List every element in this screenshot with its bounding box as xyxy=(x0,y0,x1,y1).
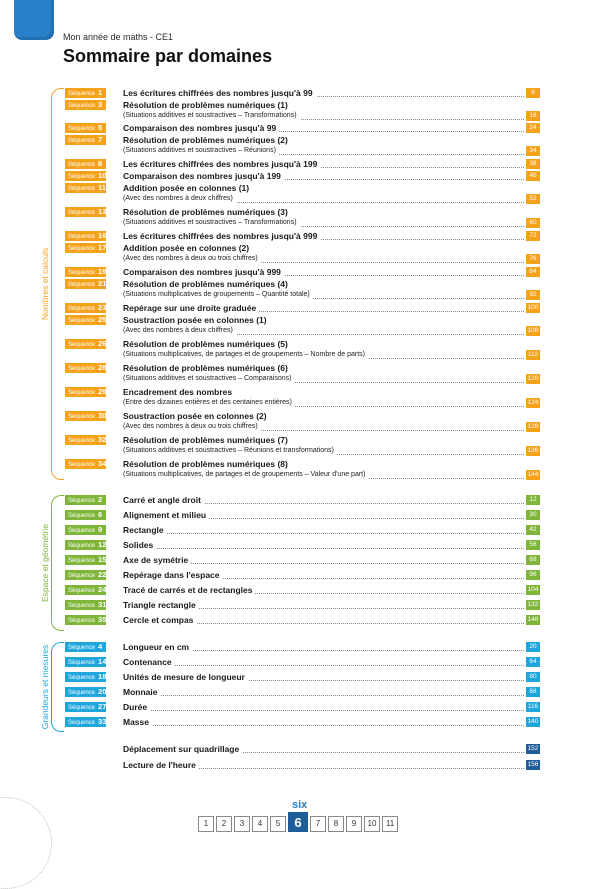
entry-title: Les écritures chiffrées des nombres jusqu'à 999 xyxy=(123,231,320,242)
sequence-label: Séquence xyxy=(68,318,96,324)
page-number-badge: 120 xyxy=(527,375,539,382)
page-button[interactable]: 11 xyxy=(382,816,398,832)
sequence-label: Séquence xyxy=(68,366,96,372)
page-number-badge: 152 xyxy=(527,745,539,752)
sequence-number: 22 xyxy=(98,570,107,579)
sequence-label: Séquence xyxy=(68,573,96,579)
sequence-label: Séquence xyxy=(68,282,96,288)
page-number-badge: 80 xyxy=(526,672,540,682)
sequence-label: Séquence xyxy=(68,618,96,624)
entry-title: Axe de symétrie xyxy=(123,555,191,566)
entry-title: Soustraction posée en colonnes (1) xyxy=(123,315,270,326)
toc-entry[interactable] xyxy=(40,702,540,713)
page-number-badge: 88 xyxy=(526,687,540,697)
toc-entry[interactable] xyxy=(40,123,540,134)
sequence-number: 12 xyxy=(98,540,107,549)
page-number-badge: 156 xyxy=(527,761,539,768)
page-number-badge: 144 xyxy=(527,471,539,478)
page-number-badge: 100 xyxy=(527,304,539,311)
page-button[interactable]: 1 xyxy=(198,816,214,832)
sequence-label: Séquence xyxy=(68,603,96,609)
sequence-label: Séquence xyxy=(68,210,96,216)
sequence-badge xyxy=(65,600,106,610)
page-button[interactable]: 7 xyxy=(310,816,326,832)
page-number-badge: 116 xyxy=(527,703,539,710)
sequence-badge xyxy=(65,100,106,110)
page-button[interactable]: 2 xyxy=(216,816,232,832)
toc-entry[interactable] xyxy=(40,207,540,229)
toc-entry[interactable] xyxy=(40,159,540,170)
entry-title: Résolution de problèmes numériques (6) xyxy=(123,363,291,374)
entry-title: Comparaison des nombres jusqu'à 99 xyxy=(123,123,279,134)
entry-title: Repérage sur une droite graduée xyxy=(123,303,259,314)
sequence-number: 30 xyxy=(98,411,107,420)
sequence-badge xyxy=(65,231,106,241)
toc-entry[interactable] xyxy=(40,555,540,566)
sequence-badge xyxy=(65,540,106,550)
page-number-badge: 52 xyxy=(526,194,540,204)
sequence-label: Séquence xyxy=(68,174,96,180)
entry-title: Résolution de problèmes numériques (5) xyxy=(123,339,291,350)
section-autres xyxy=(40,744,540,772)
sequence-badge xyxy=(65,339,106,349)
section-nombres xyxy=(40,88,540,480)
toc-entry[interactable] xyxy=(40,760,540,771)
sequence-badge xyxy=(65,243,106,253)
sequence-number: 8 xyxy=(98,159,103,168)
entry-title: Résolution de problèmes numériques (2) xyxy=(123,135,291,146)
entry-title: Cercle et compas xyxy=(123,615,196,626)
sequence-number: 29 xyxy=(98,387,107,396)
sequence-badge xyxy=(65,525,106,535)
sequence-badge xyxy=(65,88,106,98)
sequence-badge xyxy=(65,555,106,565)
entry-title: Durée xyxy=(123,702,150,713)
sequence-label: Séquence xyxy=(68,690,96,696)
sequence-label: Séquence xyxy=(68,306,96,312)
toc-entry[interactable] xyxy=(40,315,540,337)
domain-label-text: Grandeurs et mesures xyxy=(40,642,50,733)
sequence-label: Séquence xyxy=(68,162,96,168)
sequence-number: 21 xyxy=(98,279,107,288)
sequence-label: Séquence xyxy=(68,438,96,444)
toc-entry[interactable] xyxy=(40,672,540,683)
entry-title: Déplacement sur quadrillage xyxy=(123,744,242,755)
sequence-number: 7 xyxy=(98,135,103,144)
sequence-number: 5 xyxy=(98,123,103,132)
sequence-number: 2 xyxy=(98,495,103,504)
entry-subtitle: (Situations multiplicatives de groupements – Quantité totale) xyxy=(123,290,313,299)
toc-entry[interactable] xyxy=(40,495,540,506)
section-espace xyxy=(40,495,540,631)
sequence-label: Séquence xyxy=(68,498,96,504)
entry-title: Longueur en cm xyxy=(123,642,192,653)
page-number-badge: 46 xyxy=(526,171,540,181)
page-button[interactable]: 9 xyxy=(346,816,362,832)
page-number-badge: 96 xyxy=(526,570,540,580)
entry-title: Unités de mesure de longueur xyxy=(123,672,248,683)
sequence-label: Séquence xyxy=(68,342,96,348)
entry-subtitle: (Avec des nombres à deux ou trois chiffres) xyxy=(123,254,261,263)
toc-entry[interactable] xyxy=(40,642,540,653)
entry-title: Résolution de problèmes numériques (7) xyxy=(123,435,291,446)
sequence-number: 33 xyxy=(98,717,107,726)
entry-subtitle: (Situations additives et soustractives – Réunions et transformations) xyxy=(123,446,337,455)
sequence-label: Séquence xyxy=(68,720,96,726)
toc-entry[interactable] xyxy=(40,183,540,205)
sequence-label: Séquence xyxy=(68,234,96,240)
sequence-badge xyxy=(65,279,106,289)
toc-entry[interactable] xyxy=(40,540,540,551)
entry-title: Alignement et milieu xyxy=(123,510,209,521)
entry-title: Comparaison des nombres jusqu'à 999 xyxy=(123,267,284,278)
page-number-badge: 132 xyxy=(527,601,539,608)
dot-leader xyxy=(123,725,524,726)
entry-title: Solides xyxy=(123,540,156,551)
entry-subtitle: (Avec des nombres à deux ou trois chiffres) xyxy=(123,422,261,431)
sequence-label: Séquence xyxy=(68,138,96,144)
sequence-label: Séquence xyxy=(68,91,96,97)
sequence-label: Séquence xyxy=(68,645,96,651)
sequence-badge xyxy=(65,135,106,145)
sequence-badge xyxy=(65,570,106,580)
domain-label-text: Espace et géométrie xyxy=(40,521,50,605)
sequence-number: 15 xyxy=(98,555,107,564)
page-button[interactable]: 8 xyxy=(328,816,344,832)
sequence-label: Séquence xyxy=(68,414,96,420)
sequence-badge xyxy=(65,585,106,595)
sequence-label: Séquence xyxy=(68,246,96,252)
toc-entry[interactable] xyxy=(40,435,540,457)
entry-subtitle: (Situations additives et soustractives – Réunions) xyxy=(123,146,279,155)
entry-title: Comparaison des nombres jusqu'à 199 xyxy=(123,171,284,182)
page-number-badge: 42 xyxy=(526,525,540,535)
sequence-number: 27 xyxy=(98,702,107,711)
sequence-badge xyxy=(65,363,106,373)
page-title: Sommaire par domaines xyxy=(63,46,273,66)
sequence-badge xyxy=(65,411,106,421)
entry-title: Lecture de l'heure xyxy=(123,760,199,771)
page-number-badge: 24 xyxy=(526,123,540,133)
sequence-number: 1 xyxy=(98,88,103,97)
sequence-badge xyxy=(65,495,106,505)
toc-entry[interactable] xyxy=(40,585,540,596)
sequence-label: Séquence xyxy=(68,543,96,549)
sequence-label: Séquence xyxy=(68,558,96,564)
sequence-badge xyxy=(65,303,106,313)
toc-entry[interactable] xyxy=(40,88,540,99)
sequence-number: 20 xyxy=(98,687,107,696)
page-number-badge: 104 xyxy=(527,586,539,593)
sequence-badge xyxy=(65,159,106,169)
dot-leader xyxy=(123,548,524,549)
sequence-badge xyxy=(65,207,106,217)
sequence-number: 3 xyxy=(98,100,103,109)
page-number-badge: 124 xyxy=(527,399,539,406)
sequence-badge xyxy=(65,642,106,652)
toc-entry[interactable] xyxy=(40,744,540,755)
page-number-badge: 76 xyxy=(526,254,540,264)
toc-entry[interactable] xyxy=(40,510,540,521)
toc-entry[interactable] xyxy=(40,231,540,242)
entry-title: Addition posée en colonnes (1) xyxy=(123,183,252,194)
domain-label-text: Nombres et calculs xyxy=(40,245,50,323)
page-navigation xyxy=(198,816,398,832)
current-page-button[interactable]: 6 xyxy=(288,812,308,832)
book-title: Mon année de maths - CE1 xyxy=(63,32,174,42)
toc-entry[interactable] xyxy=(40,657,540,668)
toc-entry[interactable] xyxy=(40,387,540,409)
entry-title: Addition posée en colonnes (2) xyxy=(123,243,252,254)
entry-subtitle: (Avec des nombres à deux chiffres) xyxy=(123,326,236,335)
entry-title: Résolution de problèmes numériques (1) xyxy=(123,100,291,111)
toc-entry[interactable] xyxy=(40,459,540,481)
sequence-number: 26 xyxy=(98,339,107,348)
toc-entry[interactable] xyxy=(40,171,540,182)
sequence-number: 11 xyxy=(98,183,106,192)
page-number-badge: 112 xyxy=(527,351,539,358)
toc-entry[interactable] xyxy=(40,267,540,278)
sequence-number: 13 xyxy=(98,207,107,216)
page-number-badge: 148 xyxy=(527,616,539,623)
page-number-badge: 72 xyxy=(526,231,540,241)
page-number-badge: 128 xyxy=(527,423,539,430)
dot-leader xyxy=(123,533,524,534)
corner-tab-decoration xyxy=(14,0,54,40)
page-number-badge: 12 xyxy=(526,495,540,505)
toc-entry[interactable] xyxy=(40,279,540,301)
sequence-label: Séquence xyxy=(68,462,96,468)
entry-title: Résolution de problèmes numériques (4) xyxy=(123,279,291,290)
entry-title: Rectangle xyxy=(123,525,167,536)
page-number-badge: 136 xyxy=(527,447,539,454)
sequence-badge xyxy=(65,510,106,520)
sequence-number: 6 xyxy=(98,510,103,519)
sequence-number: 31 xyxy=(98,600,107,609)
sequence-badge xyxy=(65,459,106,469)
dot-leader xyxy=(123,710,524,711)
page-number-badge: 68 xyxy=(526,555,540,565)
sequence-number: 24 xyxy=(98,585,107,594)
toc-entry[interactable] xyxy=(40,339,540,361)
section-grandeurs xyxy=(40,642,540,732)
sequence-number: 14 xyxy=(98,657,107,666)
page-number-badge: 92 xyxy=(526,290,540,300)
entry-title: Carré et angle droit xyxy=(123,495,204,506)
page-number-badge: 8 xyxy=(526,88,540,98)
sequence-badge xyxy=(65,183,106,193)
entry-title: Résolution de problèmes numériques (3) xyxy=(123,207,291,218)
page-number-badge: 108 xyxy=(527,327,539,334)
dot-leader xyxy=(123,665,524,666)
page-button[interactable]: 10 xyxy=(364,816,380,832)
entry-subtitle: (Situations multiplicatives, de partages et de groupements – Nombre de parts) xyxy=(123,350,368,359)
entry-subtitle: (Situations multiplicatives, de partages et de groupements – Valeur d'une part) xyxy=(123,470,368,479)
entry-title: Contenance xyxy=(123,657,175,668)
entry-subtitle: (Situations additives et soustractives – Comparaisons) xyxy=(123,374,294,383)
sequence-number: 4 xyxy=(98,642,103,651)
sequence-number: 25 xyxy=(98,315,107,324)
sequence-number: 17 xyxy=(98,243,107,252)
sequence-label: Séquence xyxy=(68,270,96,276)
sequence-label: Séquence xyxy=(68,103,96,109)
sequence-badge xyxy=(65,657,106,667)
sequence-number: 16 xyxy=(98,231,107,240)
toc-entry[interactable] xyxy=(40,615,540,626)
toc-entry[interactable] xyxy=(40,687,540,698)
entry-title: Masse xyxy=(123,717,152,728)
sequence-badge xyxy=(65,387,106,397)
entry-title: Les écritures chiffrées des nombres jusqu'à 199 xyxy=(123,159,320,170)
sequence-number: 18 xyxy=(98,672,107,681)
page-number-badge: 16 xyxy=(526,111,540,121)
dotted-circle-decoration xyxy=(0,797,52,889)
page-button[interactable]: 3 xyxy=(234,816,250,832)
dot-leader xyxy=(123,695,524,696)
entry-title: Résolution de problèmes numériques (8) xyxy=(123,459,291,470)
sequence-badge xyxy=(65,717,106,727)
sequence-label: Séquence xyxy=(68,705,96,711)
page-number-badge: 84 xyxy=(526,267,540,277)
sequence-badge xyxy=(65,267,106,277)
entry-subtitle: (Avec des nombres à deux chiffres) xyxy=(123,194,236,203)
entry-title: Les écritures chiffrées des nombres jusqu'à 99 xyxy=(123,88,316,99)
toc-entry[interactable] xyxy=(40,717,540,728)
page-number-word: six xyxy=(292,799,308,811)
sequence-number: 34 xyxy=(98,459,107,468)
entry-subtitle: (Situations additives et soustractives – Transformations) xyxy=(123,218,300,227)
sequence-number: 10 xyxy=(98,171,107,180)
sequence-number: 28 xyxy=(98,363,107,372)
sequence-number: 9 xyxy=(98,525,103,534)
page-number-badge: 56 xyxy=(526,540,540,550)
toc-entry[interactable] xyxy=(40,600,540,611)
page-number-badge: 140 xyxy=(527,718,539,725)
sequence-badge xyxy=(65,615,106,625)
entry-title: Repérage dans l'espace xyxy=(123,570,223,581)
entry-title: Tracé de carrés et de rectangles xyxy=(123,585,255,596)
toc-entry[interactable] xyxy=(40,303,540,314)
sequence-label: Séquence xyxy=(68,660,96,666)
entry-title: Soustraction posée en colonnes (2) xyxy=(123,411,270,422)
sequence-badge xyxy=(65,315,106,325)
sequence-badge xyxy=(65,672,106,682)
sequence-badge xyxy=(65,123,106,133)
entry-subtitle: (Situations additives et soustractives – Transformations) xyxy=(123,111,300,120)
entry-title: Monnaie xyxy=(123,687,160,698)
sequence-label: Séquence xyxy=(68,528,96,534)
sequence-label: Séquence xyxy=(68,675,96,681)
sequence-label: Séquence xyxy=(68,186,96,192)
page-button[interactable]: 4 xyxy=(252,816,268,832)
sequence-number: 35 xyxy=(98,615,107,624)
toc-entry[interactable] xyxy=(40,525,540,536)
toc-entry[interactable] xyxy=(40,100,540,122)
entry-title: Encadrement des nombres xyxy=(123,387,235,398)
sequence-badge xyxy=(65,435,106,445)
sequence-label: Séquence xyxy=(68,390,96,396)
toc-entry[interactable] xyxy=(40,135,540,157)
sequence-number: 32 xyxy=(98,435,107,444)
entry-title: Triangle rectangle xyxy=(123,600,199,611)
page-number-badge: 34 xyxy=(526,146,540,156)
toc-entry[interactable] xyxy=(40,411,540,433)
page-number-badge: 30 xyxy=(526,510,540,520)
sequence-badge xyxy=(65,687,106,697)
sequence-badge xyxy=(65,702,106,712)
sequence-label: Séquence xyxy=(68,513,96,519)
page-button[interactable]: 5 xyxy=(270,816,286,832)
toc-entry[interactable] xyxy=(40,363,540,385)
toc-entry[interactable] xyxy=(40,243,540,265)
page-number-badge: 64 xyxy=(526,657,540,667)
sequence-number: 23 xyxy=(98,303,107,312)
entry-subtitle: (Entre des dizaines entières et des centaines entières) xyxy=(123,398,295,407)
page-number-badge: 20 xyxy=(526,642,540,652)
sequence-badge xyxy=(65,171,106,181)
toc-entry[interactable] xyxy=(40,570,540,581)
page-number-badge: 60 xyxy=(526,218,540,228)
page-number-badge: 38 xyxy=(526,159,540,169)
sequence-label: Séquence xyxy=(68,126,96,132)
sequence-label: Séquence xyxy=(68,588,96,594)
sequence-number: 19 xyxy=(98,267,107,276)
